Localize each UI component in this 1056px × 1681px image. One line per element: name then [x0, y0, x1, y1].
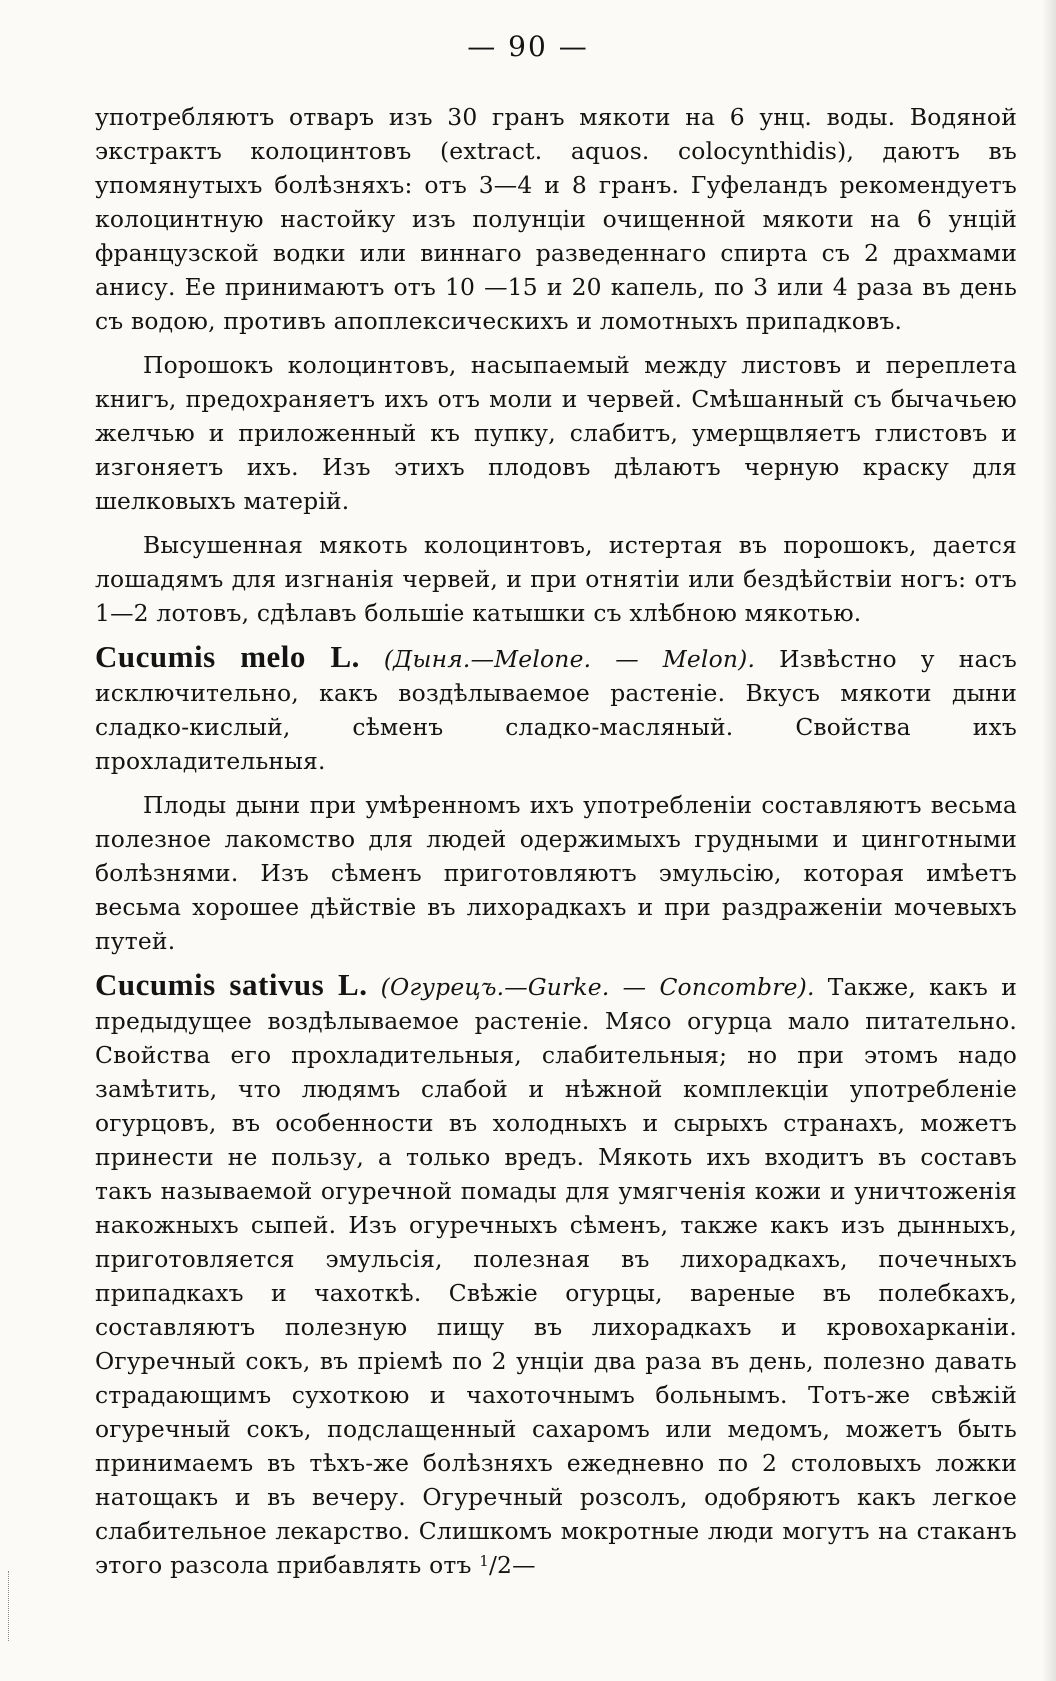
- fraction-half: [479, 1551, 536, 1579]
- entry-text-melo: Извѣстно у насъ исключительно, какъ воздѣлываемое растеніе. Вкусъ мякоти дыни сладко-кислый, сѣменъ сладко-масляный. Свойства ихъ прохладительныя.: [95, 645, 1018, 775]
- entry-cucumis-melo: [95, 640, 1017, 778]
- paragraph-melon-uses: Плоды дыни при умѣренномъ ихъ употребленіи составляютъ весьма полезное лакомство для людей одержимыхъ грудными и цинготными болѣзнями. Изъ сѣменъ приготовляютъ эмульсію, которая имѣетъ весьма хорошее дѣйствіе въ лихорадкахъ и при раздраженіи мочевыхъ путей.: [95, 791, 1017, 955]
- common-names-sativus: (Огурецъ.—Gurke. — Concombre).: [380, 973, 815, 1001]
- species-name-sativus: Cucumis sativus L.: [95, 967, 368, 1002]
- paragraph-colocynth-horses: Высушенная мякоть колоцинтовъ, истертая въ порошокъ, дается лошадямъ для изгнанія червей, и при отнятіи или бездѣйствіи ногъ: отъ 1—2 лотовъ, сдѣлавъ большіе катышки съ хлѣбною мякотью.: [95, 531, 1017, 627]
- common-names-melo: (Дыня.—Melone. — Melon).: [383, 645, 756, 673]
- fraction-numerator: 1: [479, 1552, 489, 1570]
- scan-edge-shadow: [1042, 0, 1056, 1681]
- page-body: [95, 100, 1017, 1582]
- paragraph-colocynth-powder: Порошокъ колоцинтовъ, насыпаемый между листовъ и переплета книгъ, предохраняетъ ихъ отъ моли и червей. Смѣшанный съ бычачьею желчью и приложенный къ пупку, слабитъ, умерщвляетъ глистовъ и изгоняетъ ихъ. Изъ этихъ плодовъ дѣлаютъ черную краску для шелковыхъ матерій.: [95, 351, 1017, 515]
- fraction-denominator: /2—: [488, 1551, 536, 1579]
- paragraph-colocynth-dosage: употребляютъ отваръ изъ 30 гранъ мякоти на 6 унц. воды. Водяной экстрактъ колоцинтовъ (extract. aquos. colocynthidis), даютъ въ упомянутыхъ болѣзняхъ: отъ 3—4 и 8 гранъ. Гуфеландъ рекомендуетъ колоцинтную настойку изъ полунціи очищенной мякоти на 6 унцій французской водки или виннаго разведеннаго спирта съ 2 драхмами анису. Ее принимаютъ отъ 10 —15 и 20 капель, по 3 или 4 раза въ день съ водою, противъ апоплексическихъ и ломотныхъ припадковъ.: [95, 103, 1017, 335]
- entry-cucumis-sativus: [95, 968, 1017, 1582]
- species-name-melo: Cucumis melo L.: [95, 639, 360, 674]
- entry-text-sativus: Также, какъ и предыдущее воздѣлываемое растеніе. Мясо огурца мало питательно. Свойства его прохладительныя, слабительныя; но при этомъ надо замѣтить, что людямъ слабой и нѣжной комплекціи употребленіе огурцовъ, въ особенности въ холодныхъ и сырыхъ странахъ, можетъ принести не пользу, а только вредъ. Мякоть ихъ входитъ въ составъ такъ называемой огуречной помады для умягченія кожи и уничтоженія накожныхъ сыпей. Изъ огуречныхъ сѣменъ, также какъ изъ дынныхъ, приготовляется эмульсія, полезная въ лихорадкахъ, почечныхъ припадкахъ и чахоткѣ. Свѣжіе огурцы, вареные въ полебкахъ, составляютъ полезную пищу въ лихорадкахъ и кровохарканіи. Огуречный сокъ, въ пріемѣ по 2 унціи два раза въ день, полезно давать страдающимъ сухоткою и чахоточнымъ больнымъ. Тотъ-же свѣжій огуречный сокъ, подслащенный сахаромъ или медомъ, можетъ быть принимаемъ въ тѣхъ-же болѣзняхъ ежедневно по 2 столовыхъ ложки натощакъ и въ вечеру. Огуречный розсолъ, одобряютъ какъ легкое слабительное лекарство. Слишкомъ мокротные люди могутъ на стаканъ этого разсола прибавлять отъ: [95, 973, 1017, 1579]
- page-number: — 90 —: [467, 30, 589, 63]
- scan-artifact: [8, 1571, 12, 1641]
